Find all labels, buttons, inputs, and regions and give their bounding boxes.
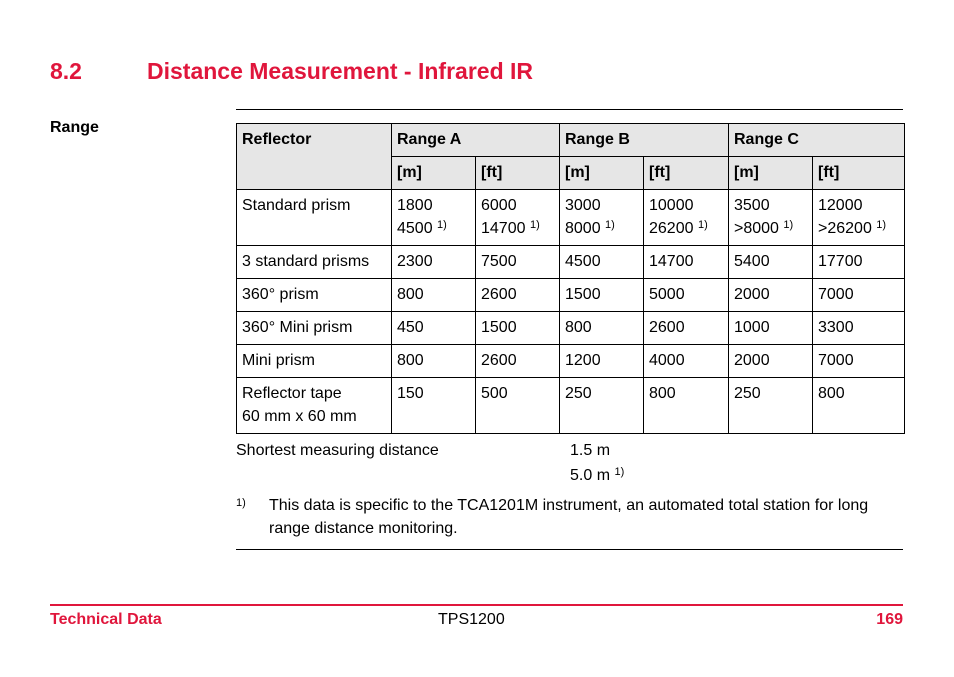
page-number: 169 bbox=[876, 611, 903, 628]
range-value-text: 14700 bbox=[649, 253, 694, 270]
footnote-ref: 1) bbox=[437, 219, 447, 231]
range-value bbox=[818, 349, 899, 372]
range-value bbox=[397, 250, 470, 273]
footer-product: TPS1200 bbox=[438, 611, 505, 628]
shortest-value-standard: 1.5 m bbox=[570, 442, 611, 459]
range-value-cell bbox=[729, 279, 813, 312]
reflector-name: 360° prism bbox=[242, 286, 319, 303]
range-value-cell bbox=[476, 279, 560, 312]
range-value bbox=[734, 316, 807, 339]
range-value-text: 800 bbox=[565, 319, 592, 336]
range-value-cell bbox=[476, 190, 560, 246]
range-value bbox=[565, 250, 638, 273]
range-value-cell bbox=[560, 378, 644, 434]
footnote-mark: 1) bbox=[236, 497, 246, 509]
range-value-text: 7500 bbox=[481, 253, 517, 270]
range-value bbox=[649, 382, 723, 405]
range-value-cell bbox=[392, 312, 476, 345]
range-value bbox=[818, 194, 899, 217]
range-value bbox=[481, 283, 554, 306]
range-value-cell bbox=[560, 345, 644, 378]
range-value-text: 2000 bbox=[734, 352, 770, 369]
range-value-text: 2000 bbox=[734, 286, 770, 303]
range-value-text: 26200 bbox=[649, 220, 694, 237]
unit-header: [ft] bbox=[644, 157, 729, 190]
range-value-cell bbox=[392, 246, 476, 279]
shortest-value-tca-text: 5.0 m bbox=[570, 467, 611, 484]
section-title: Distance Measurement - Infrared IR bbox=[147, 58, 534, 84]
reflector-cell bbox=[237, 246, 392, 279]
col-header-range-b: Range B bbox=[560, 124, 729, 157]
range-value-cell bbox=[392, 345, 476, 378]
reflector-cell bbox=[237, 345, 392, 378]
range-table bbox=[236, 123, 905, 434]
range-value-text: 2600 bbox=[649, 319, 685, 336]
range-value-cell bbox=[392, 190, 476, 246]
range-value bbox=[565, 217, 638, 240]
range-value-text: 1800 bbox=[397, 197, 433, 214]
range-value-text: 3000 bbox=[565, 197, 601, 214]
range-value-cell bbox=[813, 378, 905, 434]
range-value-cell bbox=[644, 246, 729, 279]
top-divider bbox=[236, 109, 903, 110]
range-value-text: 1000 bbox=[734, 319, 770, 336]
reflector-name: 360° Mini prism bbox=[242, 319, 353, 336]
table-row bbox=[237, 345, 905, 378]
range-value-cell bbox=[476, 345, 560, 378]
range-value-text: 5000 bbox=[649, 286, 685, 303]
range-value-text: 5400 bbox=[734, 253, 770, 270]
range-value-cell bbox=[560, 190, 644, 246]
range-value bbox=[734, 194, 807, 217]
table-row bbox=[237, 190, 905, 246]
range-value bbox=[734, 283, 807, 306]
range-value bbox=[818, 382, 899, 405]
table-header-row bbox=[237, 124, 905, 157]
range-value-text: 6000 bbox=[481, 197, 517, 214]
unit-header: [ft] bbox=[813, 157, 905, 190]
footnote-text: This data is specific to the TCA1201M instrument, an automated total station for long range distance monitoring. bbox=[269, 497, 869, 537]
range-value bbox=[481, 382, 554, 405]
range-value bbox=[565, 382, 638, 405]
range-value-text: 7000 bbox=[818, 352, 854, 369]
range-value bbox=[481, 217, 554, 240]
range-value bbox=[481, 250, 554, 273]
range-value bbox=[481, 316, 554, 339]
shortest-value-tca bbox=[570, 463, 624, 488]
range-value-text: 500 bbox=[481, 385, 508, 402]
range-value bbox=[565, 349, 638, 372]
range-value-cell bbox=[813, 279, 905, 312]
range-value bbox=[397, 217, 470, 240]
range-value bbox=[818, 316, 899, 339]
range-value bbox=[481, 349, 554, 372]
range-value bbox=[649, 283, 723, 306]
range-value-text: 4500 bbox=[565, 253, 601, 270]
range-value-cell bbox=[644, 279, 729, 312]
range-value-cell bbox=[729, 345, 813, 378]
range-value-cell bbox=[644, 312, 729, 345]
footnote-ref: 1) bbox=[614, 466, 625, 478]
range-value bbox=[397, 316, 470, 339]
range-value-text: 1200 bbox=[565, 352, 601, 369]
range-table-body bbox=[237, 124, 905, 434]
range-value-text: 800 bbox=[397, 286, 424, 303]
range-value bbox=[734, 217, 807, 240]
range-value-cell bbox=[644, 345, 729, 378]
range-value bbox=[481, 194, 554, 217]
range-value bbox=[565, 194, 638, 217]
bottom-divider bbox=[236, 549, 903, 550]
shortest-distance-label: Shortest measuring distance bbox=[236, 442, 439, 459]
range-value-text: 250 bbox=[565, 385, 592, 402]
range-value-cell bbox=[813, 312, 905, 345]
range-value-text: 12000 bbox=[818, 197, 863, 214]
range-value-text: 800 bbox=[818, 385, 845, 402]
reflector-cell bbox=[237, 378, 392, 434]
range-value-text: 4000 bbox=[649, 352, 685, 369]
reflector-cell bbox=[237, 279, 392, 312]
range-value-cell bbox=[729, 190, 813, 246]
col-header-range-c: Range C bbox=[729, 124, 905, 157]
range-value bbox=[649, 349, 723, 372]
range-value bbox=[397, 349, 470, 372]
reflector-name: Reflector tape bbox=[242, 385, 342, 402]
range-value-cell bbox=[813, 246, 905, 279]
reflector-name: 3 standard prisms bbox=[242, 253, 370, 270]
table-row bbox=[237, 246, 905, 279]
range-value-cell bbox=[392, 279, 476, 312]
range-value-text: 10000 bbox=[649, 197, 694, 214]
range-value-text: >8000 bbox=[734, 220, 779, 237]
range-value-cell bbox=[729, 312, 813, 345]
footnote-ref: 1) bbox=[697, 219, 708, 231]
range-value-text: 1500 bbox=[565, 286, 601, 303]
col-header-range-a: Range A bbox=[392, 124, 560, 157]
unit-header: [m] bbox=[392, 157, 476, 190]
range-value bbox=[565, 283, 638, 306]
range-value bbox=[818, 283, 899, 306]
footnote-ref: 1) bbox=[529, 219, 540, 231]
table-row bbox=[237, 279, 905, 312]
range-value-text: 2600 bbox=[481, 352, 517, 369]
range-value-cell bbox=[729, 246, 813, 279]
range-value-cell bbox=[392, 378, 476, 434]
range-value-text: 1500 bbox=[481, 319, 517, 336]
range-value-text: 2600 bbox=[481, 286, 517, 303]
range-value bbox=[397, 283, 470, 306]
range-value-cell bbox=[729, 378, 813, 434]
range-value-text: >26200 bbox=[818, 220, 872, 237]
range-value bbox=[649, 194, 723, 217]
range-value bbox=[818, 250, 899, 273]
range-value bbox=[818, 217, 899, 240]
range-value-text: 800 bbox=[649, 385, 676, 402]
section-number: 8.2 bbox=[50, 58, 82, 84]
unit-header: [ft] bbox=[476, 157, 560, 190]
range-value-text: 3300 bbox=[818, 319, 854, 336]
range-value-cell bbox=[476, 378, 560, 434]
range-value-cell bbox=[476, 312, 560, 345]
table-row bbox=[237, 312, 905, 345]
range-value-text: 7000 bbox=[818, 286, 854, 303]
unit-header: [m] bbox=[729, 157, 813, 190]
range-value bbox=[565, 316, 638, 339]
footnote-ref: 1) bbox=[605, 219, 615, 231]
range-value-cell bbox=[813, 345, 905, 378]
range-value-cell bbox=[476, 246, 560, 279]
shortest-distance-values bbox=[570, 438, 624, 488]
range-value-text: 3500 bbox=[734, 197, 770, 214]
range-value-text: 2300 bbox=[397, 253, 433, 270]
reflector-cell bbox=[237, 190, 392, 246]
range-value bbox=[397, 194, 470, 217]
range-value-cell bbox=[644, 378, 729, 434]
range-value-text: 14700 bbox=[481, 220, 526, 237]
range-value-cell bbox=[560, 312, 644, 345]
footer-divider bbox=[50, 604, 903, 606]
footnote-ref: 1) bbox=[783, 219, 794, 231]
footnote-ref: 1) bbox=[876, 219, 887, 231]
range-value-text: 800 bbox=[397, 352, 424, 369]
range-value-text: 250 bbox=[734, 385, 761, 402]
side-label-range: Range bbox=[50, 119, 99, 136]
reflector-cell bbox=[237, 312, 392, 345]
section-heading bbox=[50, 58, 533, 85]
range-value bbox=[734, 382, 807, 405]
range-value bbox=[397, 382, 470, 405]
range-value-text: 17700 bbox=[818, 253, 863, 270]
range-value-cell bbox=[560, 246, 644, 279]
col-header-reflector: Reflector bbox=[237, 124, 392, 190]
range-value-text: 150 bbox=[397, 385, 424, 402]
unit-header: [m] bbox=[560, 157, 644, 190]
reflector-name: 60 mm x 60 mm bbox=[242, 408, 357, 425]
reflector-name: Mini prism bbox=[242, 352, 315, 369]
reflector-name: Standard prism bbox=[242, 197, 351, 214]
table-row bbox=[237, 378, 905, 434]
range-value bbox=[649, 217, 723, 240]
footer-chapter: Technical Data bbox=[50, 611, 162, 628]
range-value-text: 4500 bbox=[397, 220, 433, 237]
range-value bbox=[734, 250, 807, 273]
range-value-text: 450 bbox=[397, 319, 424, 336]
range-value bbox=[649, 316, 723, 339]
range-value bbox=[649, 250, 723, 273]
range-value-cell bbox=[560, 279, 644, 312]
range-value-text: 8000 bbox=[565, 220, 601, 237]
range-value-cell bbox=[813, 190, 905, 246]
range-value-cell bbox=[644, 190, 729, 246]
range-value bbox=[734, 349, 807, 372]
